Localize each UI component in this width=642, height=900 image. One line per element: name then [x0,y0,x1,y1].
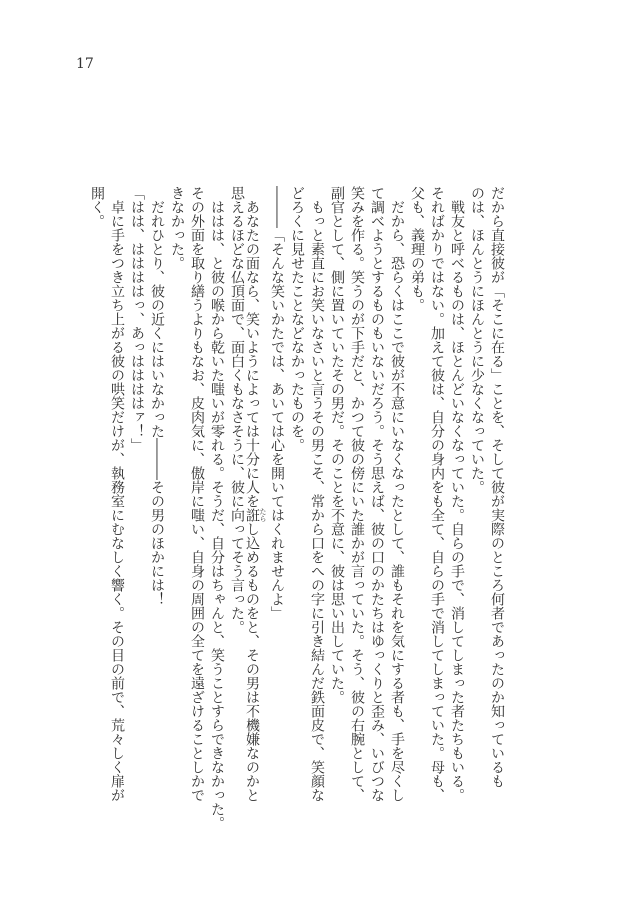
ruby-base: 誑 [244,508,260,522]
text-line: 戦友と呼べるものは、ほとんどいなくなっていた。自らの手で、消してしまった者たちもいる。 [449,186,465,802]
text-line: 開く。 [89,186,105,228]
text-line: 思えるほどな仏頂面で、面白くもなさそうに、彼に向ってそう言った。 [229,186,245,634]
text-line-with-ruby [244,186,267,846]
text-line: 「はは、ははははっ、あっははははァ！」 [129,186,145,452]
text-line: 父も、義理の弟も。 [409,186,425,312]
text-line: だから直接彼が「そこに在る」ことを、そして彼が実際のところ何者であったのか知っているも [489,186,505,788]
text-line: だから、恐らくはここで彼が不意にいなくなったとして、誰もそれを気にする者も、手を尽くし [389,186,405,802]
text-line: どろくに見せたことなどなかったものを。 [289,186,305,452]
text-segment: し込めるものをと、その男は不機嫌なのかと [244,522,260,802]
text-line: のは、ほんとうにほんとうに少なくなっていた。 [469,186,485,494]
text-line: ははは、と彼の喉から乾いた嗤いが零れる。そうだ、自分はちゃんと、笑うことすらできなかった。 [209,186,225,830]
text-line: その外面を取り繕うよりもなお、皮肉気に、傲岸に嗤い、自身の周囲の全てを遠ざけることしかで [189,186,205,802]
text-line: 卓に手をつき立ち上がる彼の哄笑だけが、執務室にむなしく響く。その目の前で、荒々しく扉が [109,186,125,802]
text-line: 副官として、側に置いていたその男だ。そのことを不意に、彼は思い出していた。 [329,186,345,704]
ruby-reading: たら [259,508,267,522]
text-line: て調べようとするものもいないだろう。そう思えば、彼の口のかたちはゆっくりと歪み、いびつな [369,186,385,802]
text-line: 笑みを作る。笑うのが下手だと、かつて彼の傍にいた誰かが言っていた。そう、彼の右腕として、 [349,186,365,802]
body-text [87,186,507,846]
text-line: そればかりではない。加えて彼は、自分の身内をも全て、自らの手で消してしまっていた。母も、 [429,186,445,802]
text-line: だれひとり、彼の近くにはいなかった―――その男のほかには！ [149,186,165,606]
text-line: きなかった。 [169,186,185,270]
page-number: 17 [76,56,94,72]
text-line: ―――「そんな笑いかたでは、あいては心を開いてはくれませんよ」 [269,186,285,620]
text-line: もっと素直にお笑いなさいと言うその男こそ、常から口をへの字に引き結んだ鉄面皮で、笑顔な [309,186,325,802]
text-segment: あなたの面なら、笑いようによっては十分に人を [244,186,260,508]
